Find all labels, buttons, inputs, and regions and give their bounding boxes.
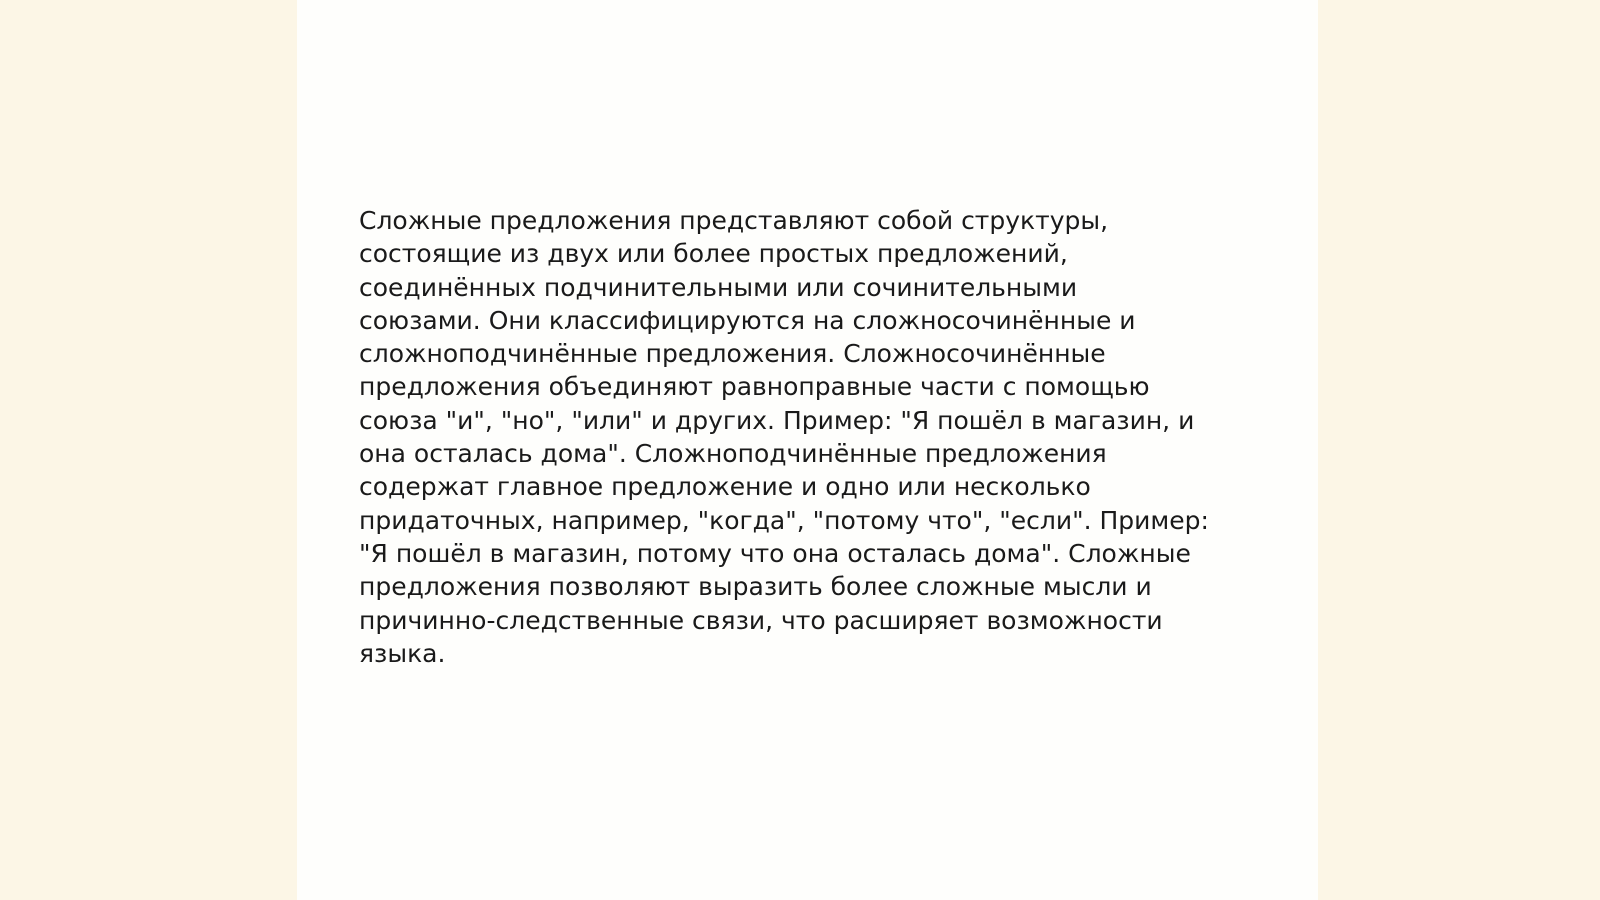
slide-body-text: Сложные предложения представляют собой структуры, состоящие из двух или более простых предложений, соединённых подчинительными или сочинительными союзами. Они классифицируются на сложносочинённые и сложноподчинённые предложения. Сложносочинённые предложения объединяют равноправные части с помощью союза "и", "но", "или" и других. Пример: "Я пошёл в магазин, и она осталась дома". Сложноподчинённые предложения содержат главное предложение и одно или несколько придаточных, например, "когда", "потому что", "если". Пример: "Я пошёл в магазин, потому что она осталась дома". Сложные предложения позволяют выразить более сложные мысли и причинно-следственные связи, что расширяет возможности языка. <box>359 206 1209 668</box>
right-margin <box>1318 0 1600 900</box>
slide <box>297 0 1318 900</box>
left-margin <box>0 0 297 900</box>
